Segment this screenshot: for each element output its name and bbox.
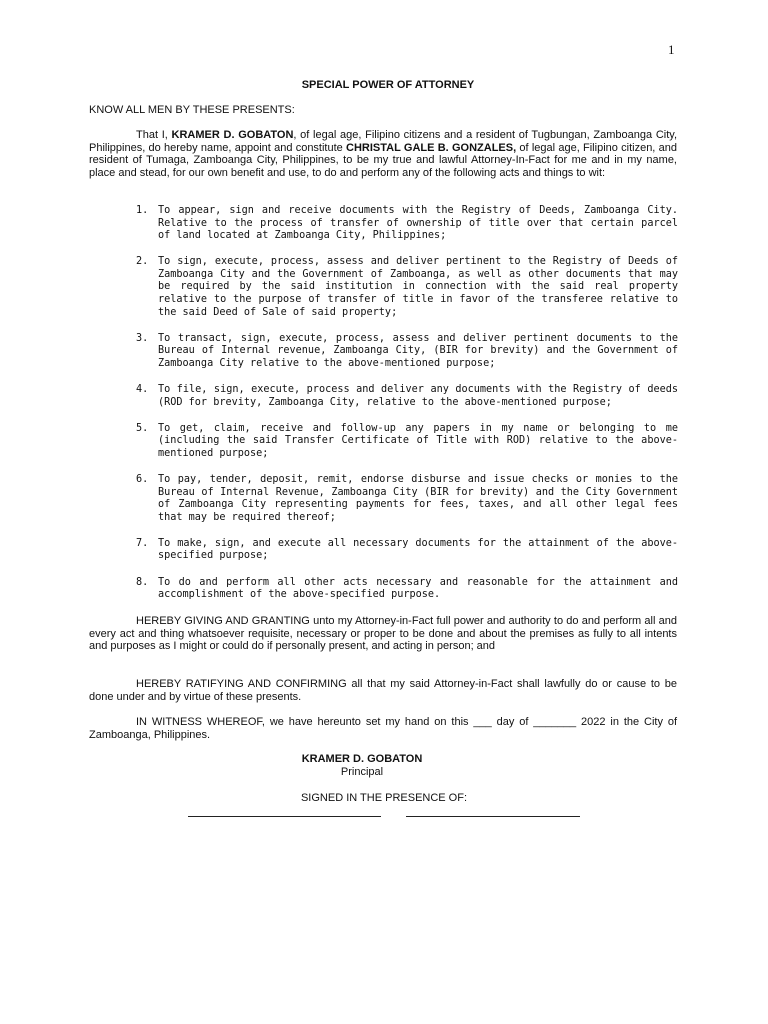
list-item bbox=[136, 333, 678, 371]
signer-role: Principal bbox=[340, 766, 384, 778]
intro-text-2: , of legal age, Filipino citizens and a resident of Tugbungan, Zamboanga City, Philippines, do hereby name, appoint and constitute bbox=[89, 129, 678, 154]
intro-paragraph bbox=[89, 129, 677, 179]
list-item bbox=[136, 474, 678, 524]
list-item bbox=[136, 577, 678, 602]
list-item bbox=[136, 205, 678, 243]
list-item-number: 7. bbox=[136, 537, 149, 549]
intro-text-3: of legal age, Filipino citizen, and resident of Tumaga, Zamboanga City, Philippines, to be my true and lawful Attorney-In-Fact for me and in my name, place and stead, for our own benefit and use, to do and perform any of the following acts and things to wit: bbox=[89, 141, 677, 179]
list-item-number: 6. bbox=[136, 474, 149, 485]
witness-signature-line-1 bbox=[188, 816, 381, 817]
list-item-text: To get, claim, receive and follow-up any papers in my name or belonging to me (including the said Transfer Certificate of Title with ROD) relative to the above-mentioned purpose; bbox=[158, 422, 678, 459]
list-item bbox=[136, 423, 678, 461]
attorney-name: CHRISTAL GALE B. GONZALES, bbox=[346, 141, 517, 154]
page-number: 1 bbox=[668, 42, 675, 57]
witness-signature-line-2 bbox=[406, 816, 580, 817]
list-item bbox=[136, 538, 678, 563]
document-title: SPECIAL POWER OF ATTORNEY bbox=[301, 79, 475, 91]
list-item-text: To file, sign, execute, process and deliver any documents with the Registry of deeds (ROD for brevity, Zamboanga City, relative to the above-mentioned purpose; bbox=[158, 384, 678, 408]
presence-label: SIGNED IN THE PRESENCE OF: bbox=[300, 792, 468, 804]
ratifying-paragraph: HEREBY RATIFYING AND CONFIRMING all that my said Attorney-in-Fact shall lawfully do or cause to be done under and by virtue of these presents. bbox=[89, 678, 677, 703]
list-item-text: To transact, sign, execute, process, assess and deliver pertinent documents to the Bureau of Internal revenue, Zamboanga City, (BIR for brevity) and the Government of Zamboanga City relative to the above-mentioned purpose; bbox=[158, 332, 678, 369]
list-item-text: To sign, execute, process, assess and deliver pertinent to the Registry of Deeds of Zamboanga City and the Government of Zamboanga, as well as other documents that may be required by the said institution in connection with the said real property relative to the purpose of transfer of title in favor of the transferee relative to the said Deed of Sale of said property; bbox=[158, 256, 678, 318]
intro-text-1: That I, bbox=[136, 129, 172, 141]
list-item-text: To appear, sign and receive documents with the Registry of Deeds, Zamboanga City. Relative to the process of transfer of ownership of title over that certain parcel of land located at Zamboanga City, Philippines; bbox=[158, 205, 678, 242]
list-item-number: 8. bbox=[136, 576, 149, 588]
granting-paragraph: HEREBY GIVING AND GRANTING unto my Attorney-in-Fact full power and authority to do and perform all and every act and thing whatsoever requisite, necessary or proper to be done and about the premises as fully to all intents and purposes as I might or could do if personally present, and acting in person; and bbox=[89, 615, 677, 652]
list-item bbox=[136, 384, 678, 409]
list-item-number: 4. bbox=[136, 384, 149, 396]
powers-list bbox=[136, 205, 678, 615]
list-item-text: To make, sign, and execute all necessary documents for the attainment of the above-specified purpose; bbox=[158, 537, 678, 562]
salutation: KNOW ALL MEN BY THESE PRESENTS: bbox=[89, 104, 295, 116]
principal-name: KRAMER D. GOBATON bbox=[171, 129, 294, 141]
list-item-number: 3. bbox=[136, 332, 149, 344]
list-item-number: 5. bbox=[136, 422, 149, 434]
list-item-text: To pay, tender, deposit, remit, endorse disburse and issue checks or monies to the Bureau of Internal Revenue, Zamboanga City (BIR for brevity) and the City Government of Zamboanga City representing payments for fees, taxes, and all other legal fees that may be required thereof; bbox=[158, 474, 678, 523]
list-item-text: To do and perform all other acts necessary and reasonable for the attainment and accomplishment of the above-specified purpose. bbox=[158, 576, 678, 601]
list-item-number: 2. bbox=[136, 256, 149, 268]
witness-paragraph: IN WITNESS WHEREOF, we have hereunto set my hand on this ___ day of _______ 2022 in the City of Zamboanga, Philippines. bbox=[89, 716, 677, 741]
list-item bbox=[136, 256, 678, 319]
list-item-number: 1. bbox=[136, 205, 149, 216]
signer-name: KRAMER D. GOBATON bbox=[301, 753, 423, 765]
